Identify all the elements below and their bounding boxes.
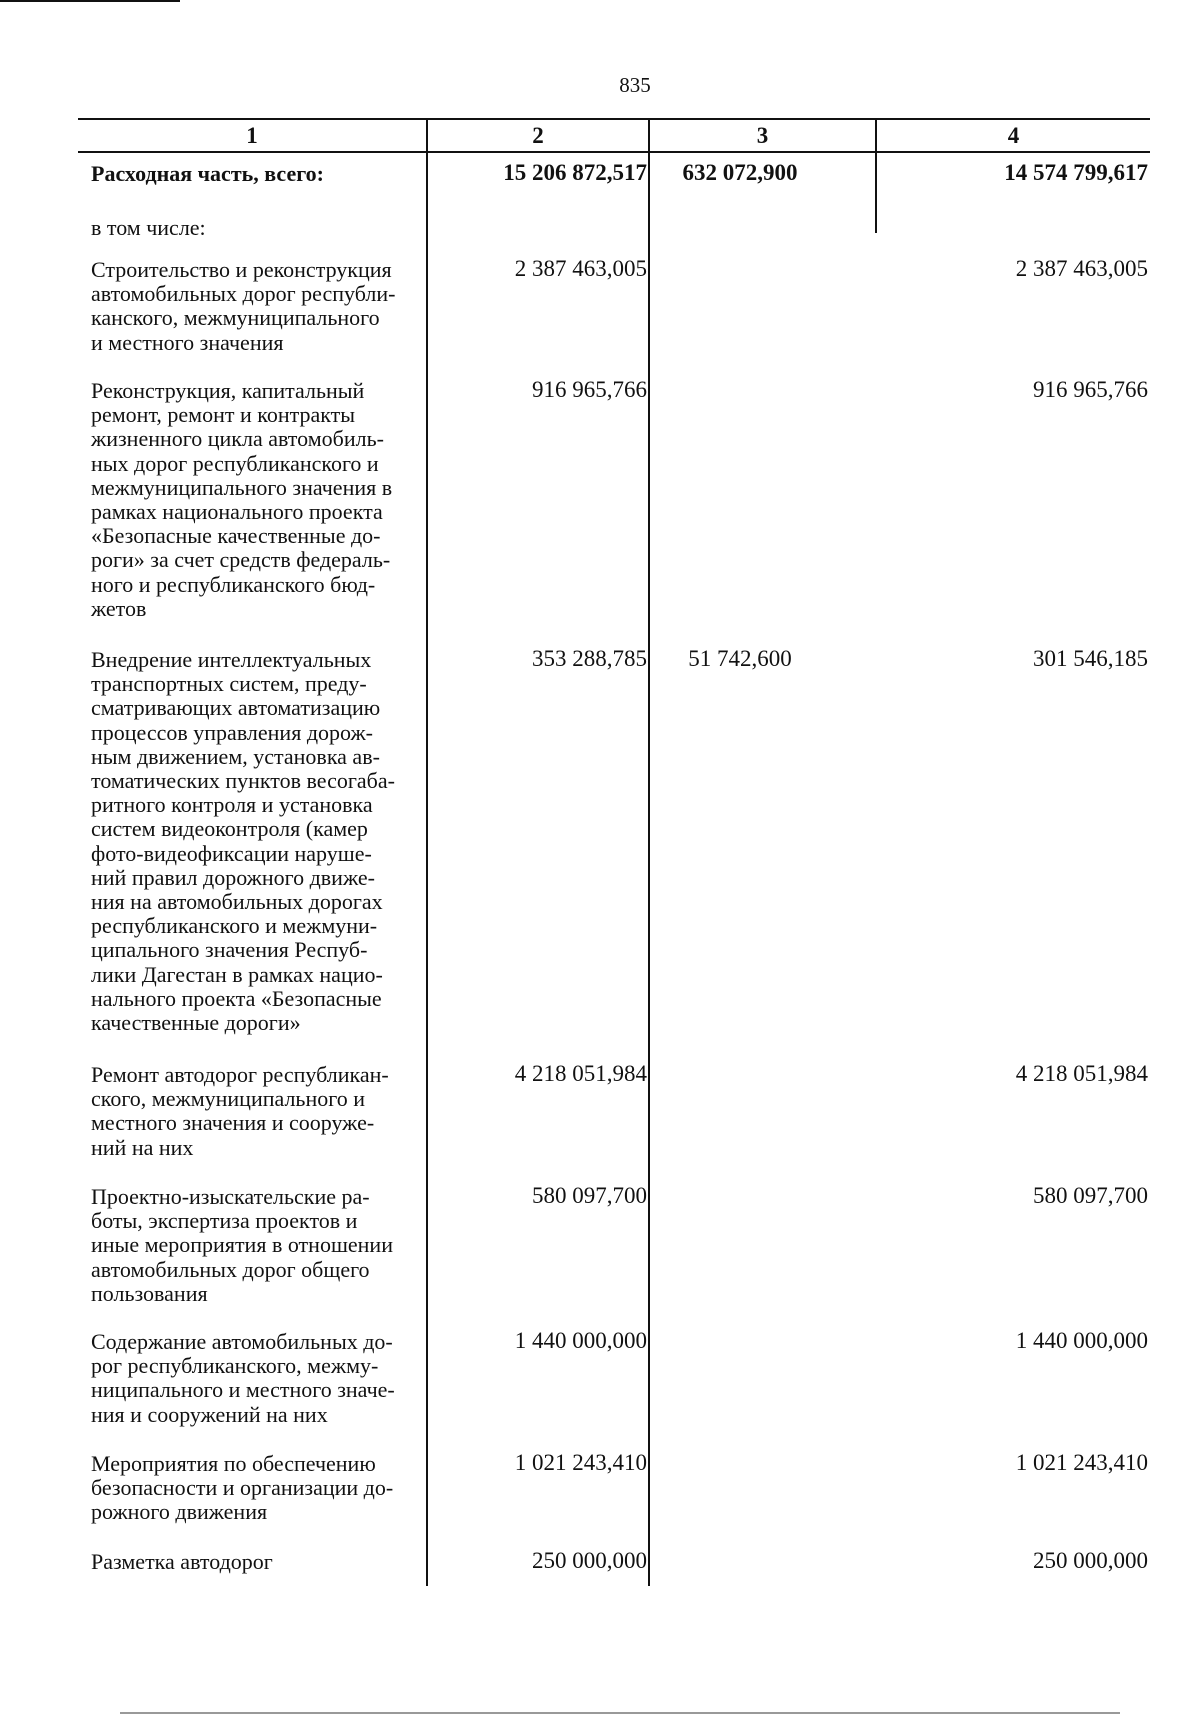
row-col4: 301 546,185	[1033, 646, 1148, 671]
total-col3: 632 072,900	[682, 160, 798, 185]
row-col4: 250 000,000	[1033, 1548, 1148, 1573]
page-number: 835	[619, 73, 651, 97]
table-top-border	[78, 118, 1150, 120]
row-col2: 4 218 051,984	[514, 1061, 647, 1086]
total-label: Расходная часть, всего:	[91, 161, 324, 186]
row-col2: 2 387 463,005	[514, 256, 647, 281]
row-col2: 1 021 243,410	[514, 1450, 647, 1475]
total-col2: 15 206 872,517	[503, 160, 647, 185]
row-label: Реконструкция, капитальный ремонт, ремонт и контракты жизненного цикла автомобиль- ных дорог республиканского и межмуниципального значения в рамках национального проекта «Безопасные качественные до- роги» за счет средств федераль- ного и республиканского бюд- жетов	[91, 378, 393, 621]
header-col-2: 2	[532, 123, 544, 148]
row-label: Мероприятия по обеспечению безопасности и организации до- рожного движения	[91, 1451, 394, 1525]
row-label: Строительство и реконструкция автомобильных дорог республи- канского, межмуниципального и местного значения	[91, 257, 396, 355]
row-col4: 1 440 000,000	[1015, 1328, 1148, 1353]
header-col-4: 4	[1007, 123, 1020, 148]
row-label: Внедрение интеллектуальных транспортных систем, преду- сматривающих автоматизацию процессов управления дорож- ным движением, установка ав- томатических пунктов весогаба- ритного контроля и установка систем видеоконтроля (камер фото-видеофиксации наруше- ний правил дорожного движе- ния на автомобильных дорогах республиканского и межмуни- ципального значения Респуб- лики Дагестан в рамках нацио- нального проекта «Безопасные качественные дороги»	[91, 647, 395, 1036]
header-bottom-border	[78, 151, 1150, 153]
row-label: Ремонт автодорог республикан- ского, межмуниципального и местного значения и сооруже- ний на них	[91, 1062, 389, 1160]
scan-bottom-edge	[120, 1712, 1120, 1714]
row-col2: 580 097,700	[532, 1183, 647, 1208]
row-col2: 916 965,766	[532, 377, 647, 402]
total-col4: 14 574 799,617	[1004, 160, 1148, 185]
row-label: Проектно-изыскательские ра- боты, экспертиза проектов и иные мероприятия в отношении автомобильных дорог общего пользования	[91, 1184, 393, 1306]
col-divider-2	[648, 118, 650, 1586]
row-col4: 4 218 051,984	[1015, 1061, 1148, 1086]
col-divider-1	[426, 118, 428, 1586]
row-col4: 2 387 463,005	[1015, 256, 1148, 281]
header-col-1: 1	[246, 123, 258, 148]
header-col-3: 3	[756, 123, 769, 148]
scan-edge-rule	[0, 0, 180, 2]
row-col4: 916 965,766	[1033, 377, 1148, 402]
subheading: в том числе:	[91, 215, 206, 240]
row-col2: 250 000,000	[532, 1548, 647, 1573]
row-col4: 580 097,700	[1033, 1183, 1148, 1208]
row-col2: 1 440 000,000	[514, 1328, 647, 1353]
row-col3: 51 742,600	[688, 646, 792, 671]
row-col2: 353 288,785	[532, 646, 647, 671]
row-label: Разметка автодорог	[91, 1549, 273, 1574]
row-label: Содержание автомобильных до- рог республиканского, межму- ниципального и местного значе- ния и сооружений на них	[91, 1329, 395, 1427]
row-col4: 1 021 243,410	[1015, 1450, 1148, 1475]
